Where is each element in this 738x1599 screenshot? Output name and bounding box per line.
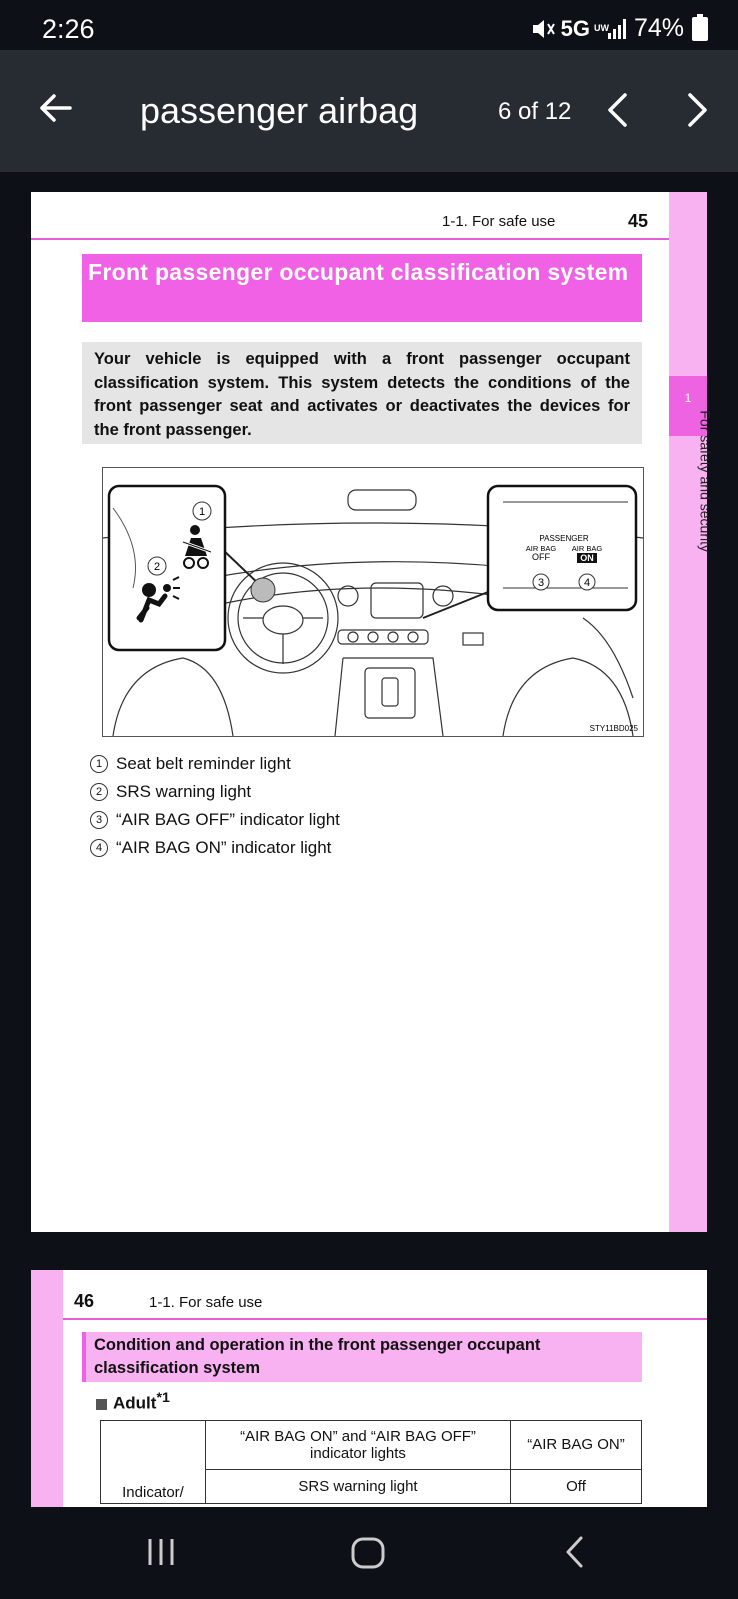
legend-item <box>90 750 340 778</box>
table-cell: Off <box>511 1469 642 1504</box>
intro-paragraph: Your vehicle is equipped with a front passenger occupant classification system. This system detects the conditions of the front passenger seat and activates or deactivates the devices for the front passenger. <box>82 342 642 444</box>
section-title: Front passenger occupant classification system <box>82 254 642 322</box>
table-cell: SRS warning light <box>206 1469 511 1504</box>
figure-legend <box>90 750 340 862</box>
adult-label: Adult <box>113 1393 157 1413</box>
next-match-icon[interactable] <box>686 92 710 128</box>
adult-footnote-ref: *1 <box>156 1390 170 1406</box>
page-side-bar <box>669 192 707 1232</box>
recent-apps-icon[interactable] <box>146 1537 176 1567</box>
signal-icon <box>608 19 626 39</box>
page-breadcrumb: 1-1. For safe use <box>442 213 556 230</box>
airbag-on-caption: AIR BAG <box>571 544 603 553</box>
status-time: 2:26 <box>42 14 95 44</box>
figure-callout-2-label: 2 <box>153 561 161 573</box>
dashboard-illustration <box>102 467 644 737</box>
legend-text: SRS warning light <box>116 782 252 801</box>
legend-text: “AIR BAG ON” indicator light <box>116 838 332 857</box>
condition-table <box>100 1420 642 1504</box>
figure-callout-4-label: 4 <box>583 577 591 589</box>
table-row <box>101 1469 642 1504</box>
page-breadcrumb: 1-1. For safe use <box>149 1294 263 1311</box>
network-sub: UW <box>593 23 609 33</box>
header-rule <box>31 238 669 240</box>
table-header-cell: “AIR BAG ON” and “AIR BAG OFF” indicator lights <box>206 1421 511 1470</box>
subsection-title: Condition and operation in the front passenger occupant classification system <box>82 1332 642 1382</box>
table-header-cell: “AIR BAG ON” <box>511 1421 642 1470</box>
off-label: OFF <box>532 552 550 562</box>
page-number: 45 <box>628 211 649 231</box>
table-cell <box>101 1421 206 1470</box>
system-nav-bar <box>0 1507 738 1599</box>
document-viewer[interactable] <box>0 172 738 1507</box>
dashboard-drawing <box>103 468 643 736</box>
search-query[interactable]: passenger airbag <box>140 90 419 131</box>
airbag-off-caption: AIR BAG <box>525 544 557 553</box>
on-label: ON <box>580 553 594 563</box>
previous-match-icon[interactable] <box>605 92 629 128</box>
legend-number: 1 <box>90 755 108 773</box>
match-count: 6 of 12 <box>498 98 572 125</box>
adult-heading <box>96 1390 170 1414</box>
page-side-bar <box>31 1270 63 1507</box>
page-46 <box>31 1270 707 1507</box>
figure-callout-3-label: 3 <box>537 577 545 589</box>
chapter-tab: 1 <box>669 376 707 436</box>
back-arrow-icon[interactable] <box>36 88 76 128</box>
search-app-bar <box>0 50 738 172</box>
battery-percent: 74% <box>633 14 684 42</box>
figure-code: STY11BD025 <box>589 724 638 733</box>
legend-item <box>90 778 340 806</box>
status-icons <box>531 14 708 43</box>
square-bullet-icon <box>96 1399 107 1410</box>
status-bar <box>0 0 738 50</box>
legend-text: Seat belt reminder light <box>116 754 291 773</box>
page-45 <box>31 192 714 1232</box>
legend-number: 3 <box>90 811 108 829</box>
chapter-side-label: For safety and security <box>698 410 714 552</box>
network-type: 5G <box>560 15 590 41</box>
passenger-label: PASSENGER <box>539 534 589 543</box>
legend-item <box>90 834 340 862</box>
mute-icon <box>531 18 557 40</box>
battery-icon <box>692 17 708 41</box>
table-row <box>101 1421 642 1470</box>
legend-item <box>90 806 340 834</box>
page-number: 46 <box>74 1291 95 1311</box>
nav-back-icon[interactable] <box>563 1535 585 1569</box>
figure-callout-1-label: 1 <box>198 506 206 518</box>
legend-text: “AIR BAG OFF” indicator light <box>116 810 340 829</box>
legend-number: 4 <box>90 839 108 857</box>
home-icon[interactable] <box>351 1537 385 1569</box>
table-row-header: Indicator/ <box>101 1469 206 1504</box>
legend-number: 2 <box>90 783 108 801</box>
header-rule <box>63 1318 707 1320</box>
